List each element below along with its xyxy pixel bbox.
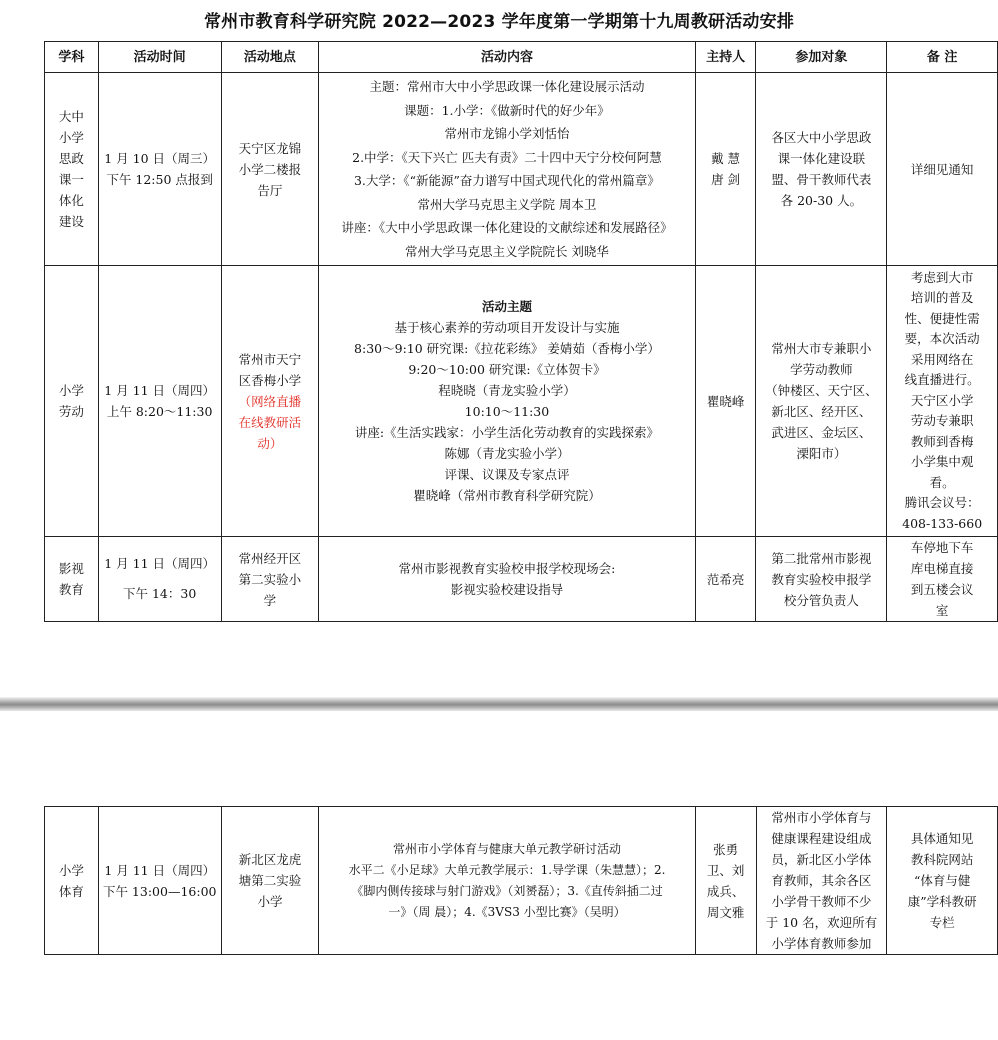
header-participants: 参加对象 [756,42,887,73]
cell-time: 1 月 11 日（周四） 上午 8:20～11:30 [98,266,221,537]
cell-host: 张勇 卫、刘 成兵、 周文雅 [695,807,756,955]
header-host: 主持人 [695,42,756,73]
cell-time: 1 月 11 日（周四） 下午 13:00—16:00 [98,807,221,955]
page-title: 常州市教育科学研究院 2022—2023 学年度第一学期第十九周教研活动安排 [203,12,795,32]
cell-subject: 小学 劳动 [45,266,99,537]
page-divider [0,697,998,711]
cell-participants: 第二批常州市影视 教育实验校申报学 校分管负责人 [756,537,887,622]
cell-place: 新北区龙虎 塘第二实验 小学 [221,807,319,955]
cell-subject: 大中 小学 思政 课一 体化 建设 [45,73,99,266]
cell-note: 车停地下车 库电梯直接 到五楼会议 室 [887,537,998,622]
table-row [45,73,998,266]
cell-subject: 小学 体育 [45,807,99,955]
cell-note: 具体通知见 教科院网站 “体育与健 康”学科教研 专栏 [887,807,998,955]
cell-content: 常州市小学体育与健康大单元教学研讨活动 水平二《小足球》大单元教学展示：1.导学课（朱慧慧）；2. 《脚内侧传接球与射门游戏》（刘赟磊）；3.《直传斜插二过 一》（周 晨）；4.《3VS3 小型比赛》（吴明） [319,807,695,955]
cell-content: 主题：常州市大中小学思政课一体化建设展示活动 课题：1.小学：《做新时代的好少年》 常州市龙锦小学刘恬怡 2.中学：《天下兴亡 匹夫有责》二十四中天宁分校何阿慧 3.大学：《“新能源”奋力谱写中国式现代化的常州篇章》 常州大学马克思主义学院 周本卫 讲座：《大中小学思政课一体化建设的文献综述和发展路径》 常州大学马克思主义学院院长 刘晓华 [319,73,695,266]
cell-host: 戴 慧 唐 剑 [695,73,756,266]
cell-time: 1 月 11 日（周四） 下午 14：30 [98,537,221,622]
cell-note: 详细见通知 [887,73,998,266]
cell-place: 天宁区龙锦 小学二楼报 告厅 [221,73,319,266]
table-row [45,266,998,537]
content-heading: 活动主题 [481,299,532,314]
cell-place: 常州市天宁 区香梅小学 （网络直播 在线教研活 动） [221,266,319,537]
cell-host: 瞿晓峰 [695,266,756,537]
table-row [45,537,998,622]
cell-note: 考虑到大市 培训的普及 性、便捷性需 要，本次活动 采用网络在 线直播进行。 天宁区小学 劳动专兼职 教师到香梅 小学集中观 看。 腾讯会议号： 408-133-660 [887,266,998,537]
header-place: 活动地点 [221,42,319,73]
table-row [45,807,998,955]
cell-content: 活动主题 基于核心素养的劳动项目开发设计与实施 8:30～9:10 研究课:《拉花彩练》 姜婧茹（香梅小学） 9:20～10:00 研究课:《立体贺卡》 程晓晓（青龙实验小学） 10:10～11:30 讲座:《生活实践家：小学生活化劳动教育的实践探索》 陈娜（青龙实验小学） 评课、议课及专家点评 瞿晓峰（常州市教育科学研究院） [319,266,695,537]
table-header-row [45,42,998,73]
cell-host: 范希亮 [695,537,756,622]
cell-place: 常州经开区 第二实验小 学 [221,537,319,622]
cell-participants: 常州市小学体育与 健康课程建设组成 员，新北区小学体 育教师，其余各区 小学骨干教师不少 于 10 名，欢迎所有 小学体育教师参加 [756,807,887,955]
schedule-table-continued [44,806,998,955]
cell-subject: 影视 教育 [45,537,99,622]
cell-participants: 常州大市专兼职小 学劳动教师 （钟楼区、天宁区、 新北区、经开区、 武进区、金坛区、 溧阳市） [756,266,887,537]
header-subject: 学科 [45,42,99,73]
cell-content: 常州市影视教育实验校申报学校现场会: 影视实验校建设指导 [319,537,695,622]
schedule-table [44,41,998,622]
cell-participants: 各区大中小学思政 课一体化建设联 盟、骨干教师代表 各 20-30 人。 [756,73,887,266]
header-time: 活动时间 [98,42,221,73]
cell-time: 1 月 10 日（周三） 下午 12:50 点报到 [98,73,221,266]
header-note: 备 注 [887,42,998,73]
header-content: 活动内容 [319,42,695,73]
